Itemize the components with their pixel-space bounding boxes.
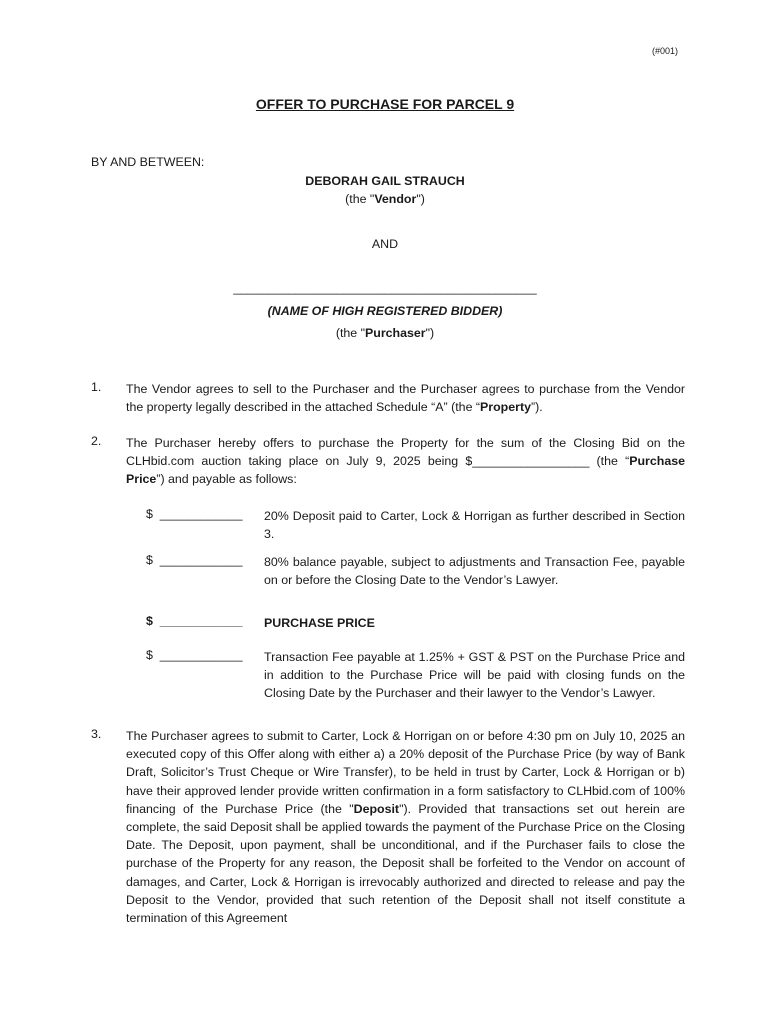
- payment-amount-blank[interactable]: $ ____________: [146, 614, 243, 628]
- payment-description: Transaction Fee payable at 1.25% + GST & PST on the Purchase Price and in addition to the Purchase Price will be paid with closing funds on the Closing Date by the Purchaser and their lawyer to the Vendor’s Lawyer.: [264, 650, 685, 701]
- clause-term: Property: [480, 400, 531, 415]
- clause-number: 1.: [91, 380, 102, 394]
- vendor-role-suffix: "): [416, 192, 425, 206]
- payment-description: PURCHASE PRICE: [264, 616, 375, 630]
- payment-amount-blank[interactable]: $ ____________: [146, 507, 243, 521]
- clause-term: Deposit: [353, 801, 400, 816]
- vendor-role-term: Vendor: [374, 192, 417, 206]
- clause-text-b: "). Provided that transactions set out herein are complete, the said Deposit shall be applied towards the payment of the Purchase Price on the Closing Date. The Deposit, upon payment, shall be unconditional, and if the Purchaser fails to close the purchase of the Property for any reason, the Deposit shall be forfeited to the Vendor on account of damages, and Carter, Lock & Horrigan is irrevocably authorized and directed to release and pay the Deposit to the Vendor, provided that such retention of the Deposit shall not itself constitute a termination of this Agreement: [126, 801, 686, 926]
- clause-number: 2.: [91, 434, 102, 448]
- document-id: (#001): [652, 46, 679, 56]
- vendor-role-prefix: (the ": [345, 192, 375, 206]
- clause-text-a: The Vendor agrees to sell to the Purchaser and the Purchaser agrees to purchase from the Vendor the property legally described in the attached Schedule “A” (the “: [126, 382, 685, 415]
- payment-description: 80% balance payable, subject to adjustments and Transaction Fee, payable on or before the Closing Date to the Vendor’s Lawyer.: [264, 555, 685, 588]
- purchaser-role-prefix: (the ": [335, 326, 366, 340]
- clause-text-b: ”).: [531, 400, 543, 415]
- bidder-name-blank[interactable]: ____________________________________________: [233, 281, 537, 295]
- clause-term: Purchase Price: [126, 454, 685, 487]
- document-title: OFFER TO PURCHASE FOR PARCEL 9: [255, 96, 515, 112]
- vendor-name: DEBORAH GAIL STRAUCH: [305, 174, 465, 188]
- purchaser-role: [0, 326, 770, 340]
- bidder-label: (NAME OF HIGH REGISTERED BIDDER): [267, 304, 503, 318]
- clause-text: [126, 434, 685, 489]
- purchaser-role-term: Purchaser: [365, 326, 426, 340]
- payment-description: 20% Deposit paid to Carter, Lock & Horrigan as further described in Section 3.: [264, 509, 685, 542]
- and-label: AND: [371, 237, 399, 251]
- clause-text: [126, 380, 685, 416]
- payment-amount-blank[interactable]: $ ____________: [146, 553, 243, 567]
- clause-text-b: ”) and payable as follows:: [156, 472, 297, 487]
- vendor-role: [0, 192, 770, 206]
- clause-text: [126, 727, 685, 927]
- clause-number: 3.: [91, 727, 102, 741]
- between-label: BY AND BETWEEN:: [91, 155, 205, 169]
- clause-text-a: The Purchaser hereby offers to purchase the Property for the sum of the Closing Bid on the CLHbid.com auction taking place on July 9, 2025 being $_________________ (the “: [126, 436, 685, 469]
- payment-amount-blank[interactable]: $ ____________: [146, 648, 243, 662]
- purchaser-role-suffix: "): [425, 326, 435, 340]
- clause-text-a: The Purchaser agrees to submit to Carter, Lock & Horrigan on or before 4:30 pm on July 10, 2025 an executed copy of this Offer along with either a) a 20% deposit of the Purchase Price (by way of Bank Draft, Solicitor’s Trust Cheque or Wire Transfer), to be held in trust by Carter, Lock & Horrigan or b) have their approved lender provide written confirmation in a form satisfactory to CLHbid.com of 100% financing of the Purchase Price (the ": [126, 729, 685, 816]
